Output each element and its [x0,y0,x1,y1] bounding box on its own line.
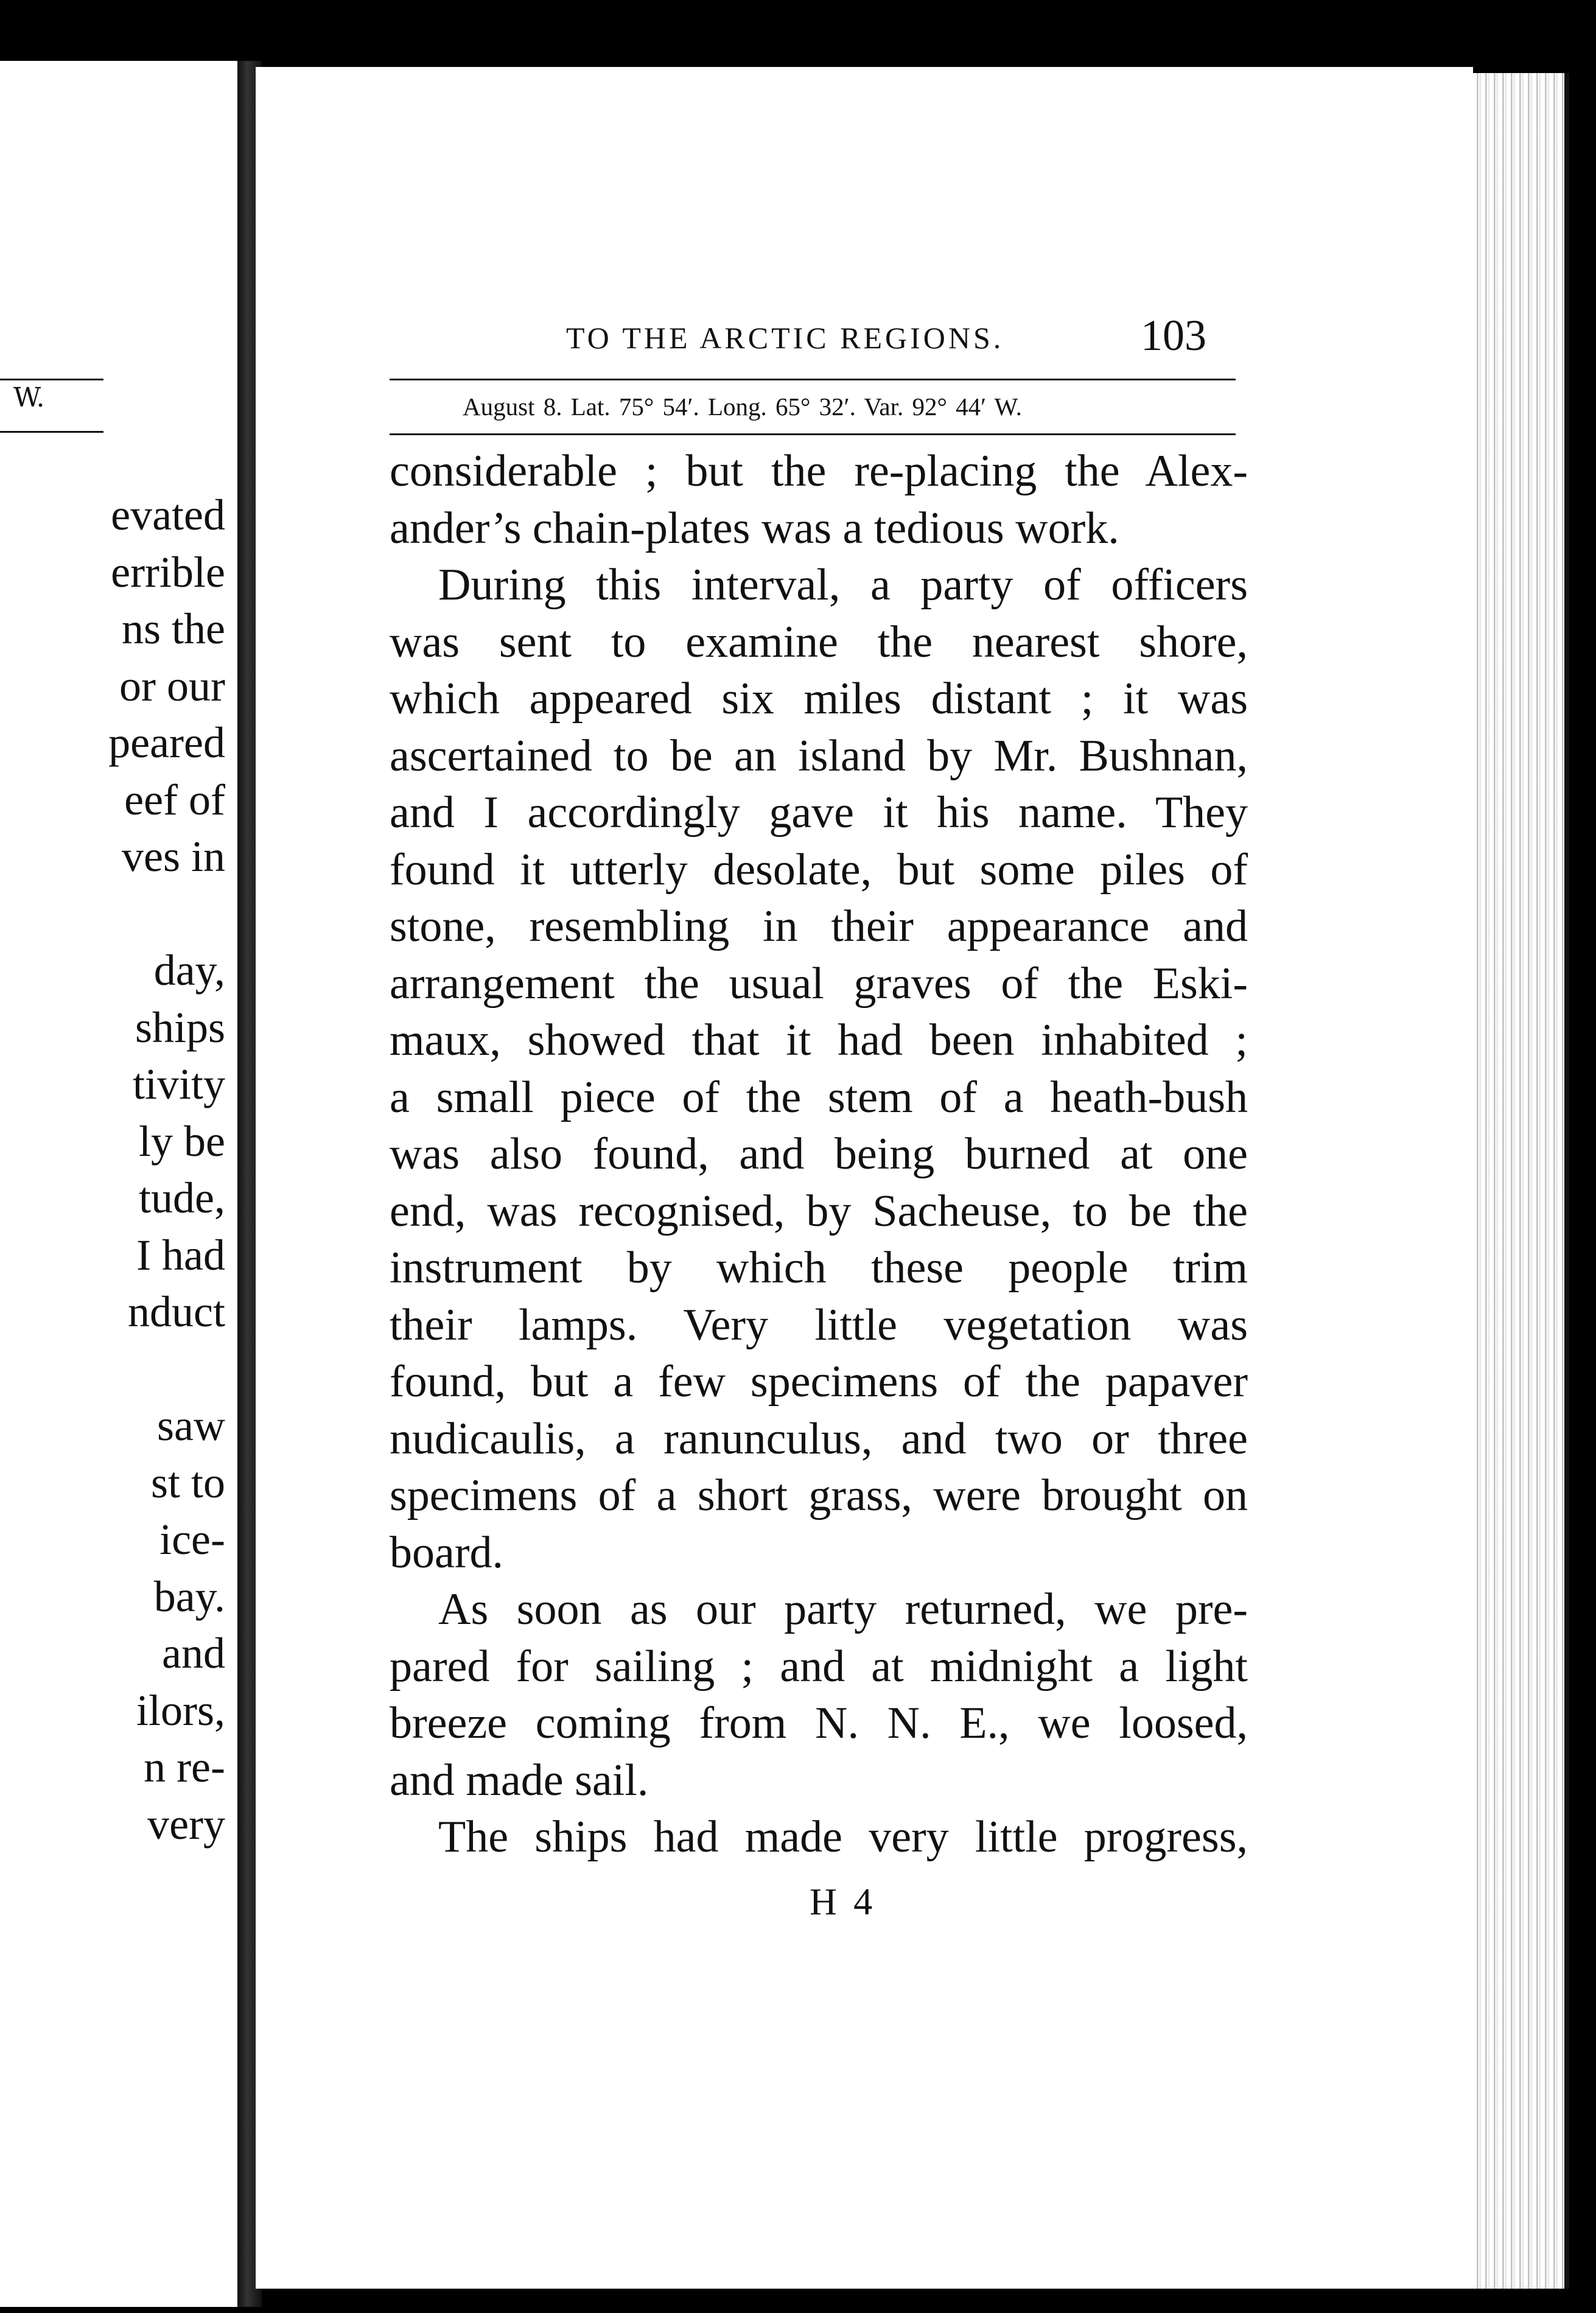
left-line: very [147,1799,225,1849]
left-line: ns the [122,604,225,653]
body-line: The ships had made very little progress, [438,1812,1248,1862]
left-line: and [162,1629,225,1678]
signature-mark: H 4 [810,1881,877,1923]
left-line: evated [111,491,225,539]
running-head [566,311,1236,360]
body-line: end, was recognised, by Sacheuse, to be the [390,1186,1248,1236]
body-line: board. [390,1527,503,1578]
body-line: arrangement the usual graves of the Eski- [390,958,1248,1009]
body-text [390,443,1248,1866]
subheader-rule-bottom [390,433,1236,435]
left-line: day, [153,946,225,995]
body-line: and made sail. [390,1755,649,1805]
left-line: eef of [124,775,225,824]
page-number: 103 [1141,311,1206,360]
subheader-observations: August 8. Lat. 75° 54′. Long. 65° 32′. Var. 92° 44′ W. [463,393,1022,421]
body-line: instrument by which these people trim [390,1243,1248,1293]
body-line: a small piece of the stem of a heath-bush [390,1072,1248,1122]
body-line: their lamps. Very little vegetation was [390,1300,1248,1350]
body-line: and I accordingly gave it his name. They [390,788,1248,838]
left-line: st to [150,1458,225,1507]
running-title: TO THE ARCTIC REGIONS. [566,321,1004,355]
body-line: breeze coming from N. N. E., we loosed, [390,1698,1248,1748]
left-page-text [6,487,225,1853]
subheader-rule-top [390,379,1236,380]
left-line: saw [157,1401,225,1450]
body-line: ascertained to be an island by Mr. Bushnan, [390,730,1248,781]
body-line: maux, showed that it had been inhabited ; [390,1015,1248,1065]
body-line: which appeared six miles distant ; it was [390,674,1248,724]
left-line: errible [111,547,225,597]
body-line: found, but a few specimens of the papaver [390,1357,1248,1407]
left-line: tivity [132,1060,225,1108]
body-line: considerable ; but the re-placing the Alex- [390,446,1248,496]
left-header-fragment: W. [13,382,45,413]
left-line: peared [108,718,225,767]
left-line: ice- [159,1515,225,1564]
body-line: As soon as our party returned, we pre- [438,1584,1248,1634]
left-line: ilors, [136,1685,225,1735]
left-header-rule-top [0,379,103,380]
left-line [6,886,225,943]
left-line: ships [135,1003,225,1052]
left-line: tude, [139,1174,225,1222]
left-line [6,1341,225,1398]
body-line: was sent to examine the nearest shore, [390,617,1248,667]
left-line: nduct [128,1287,225,1336]
left-line: ly be [139,1116,225,1166]
body-line: was also found, and being burned at one [390,1129,1248,1179]
left-line: I had [136,1230,225,1279]
left-line: ves in [122,832,225,881]
left-line: n re- [144,1743,225,1791]
body-line: stone, resembling in their appearance and [390,901,1248,951]
left-header-rule-bottom [0,431,103,433]
body-line: nudicaulis, a ranunculus, and two or three [390,1413,1248,1464]
left-line: bay. [153,1572,225,1621]
page-edges [1473,73,1569,2289]
body-line: pared for sailing ; and at midnight a light [390,1641,1248,1692]
left-line: or our [119,661,225,710]
left-facing-page [0,61,241,2307]
body-line: During this interval, a party of officers [438,560,1248,610]
body-line: specimens of a short grass, were brought on [390,1471,1248,1520]
body-line: ander’s chain-plates was a tedious work. [390,503,1119,553]
body-line: found it utterly desolate, but some piles of [390,844,1248,895]
